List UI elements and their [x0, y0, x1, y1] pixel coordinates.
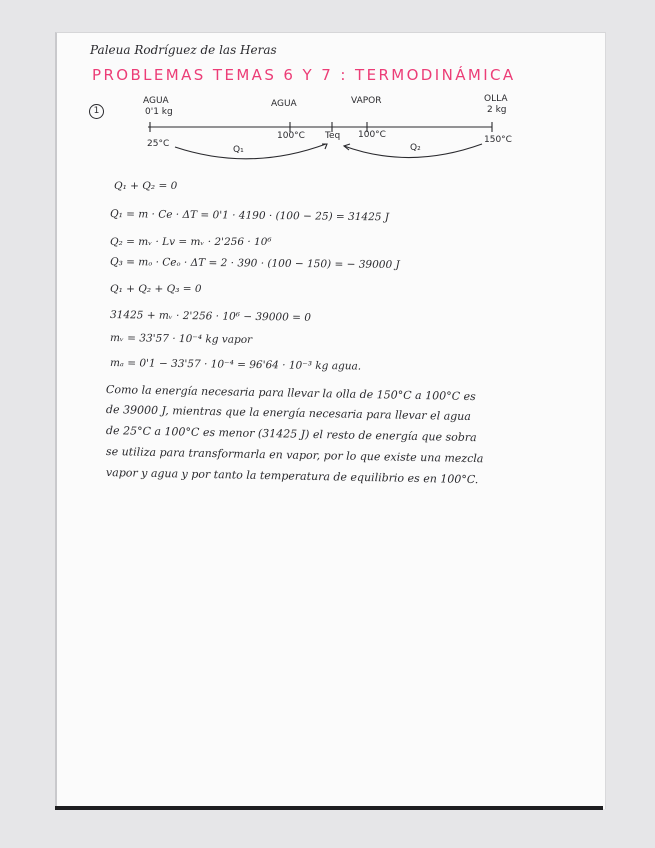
heat-arc-q1 [175, 144, 326, 159]
temp-boil-vapor: 100°C [358, 130, 386, 140]
temp-equilibrium: Teq [325, 131, 341, 141]
water-mass: 0'1 kg [145, 107, 173, 117]
conclusion-line-5: vapor y agua y por tanto la temperatura de equilibrio es en 100°C. [105, 466, 479, 487]
heat-label-q2: Q₂ [410, 143, 421, 153]
temp-end: 150°C [484, 135, 512, 145]
equation-1: Q₁ + Q₂ = 0 [114, 180, 178, 192]
liquid-water-label: AGUA [271, 99, 297, 109]
conclusion-line-2: de 39000 J, mientras que la energía necesaria para llevar el agua [105, 403, 472, 424]
equation-5: Q₁ + Q₂ + Q₃ = 0 [110, 283, 202, 295]
conclusion-line-1: Como la energía necesaria para llevar la olla de 150°C a 100°C es [105, 383, 476, 404]
equation-7: mᵥ = 33'57 · 10⁻⁴ kg vapor [109, 332, 253, 346]
equation-2: Q₁ = m · Ce · ΔT = 0'1 · 4190 · (100 − 25) = 31425 J [109, 208, 390, 224]
water-label: AGUA [143, 96, 169, 106]
temp-boil-liquid: 100°C [277, 131, 305, 141]
equation-4: Q₃ = mₒ · Ceₒ · ΔT = 2 · 390 · (100 − 150) = − 39000 J [109, 256, 400, 272]
equation-8: mₐ = 0'1 − 33'57 · 10⁻⁴ = 96'64 · 10⁻³ kg agua. [109, 357, 362, 373]
pot-label: OLLA [484, 94, 508, 104]
pot-mass: 2 kg [487, 105, 507, 115]
equation-6: 31425 + mᵥ · 2'256 · 10⁶ − 39000 = 0 [109, 309, 312, 324]
equation-3: Q₂ = mᵥ · Lv = mᵥ · 2'256 · 10⁶ [110, 236, 272, 248]
heat-label-q1: Q₁ [233, 145, 244, 155]
temp-start: 25°C [147, 139, 170, 149]
conclusion-line-3: de 25°C a 100°C es menor (31425 J) el resto de energía que sobra [105, 424, 477, 445]
problem-number: 1 [89, 104, 104, 119]
vapor-label: VAPOR [351, 96, 382, 106]
author-name: Paleua Rodríguez de las Heras [90, 43, 277, 57]
conclusion-line-4: se utiliza para transformarla en vapor, por lo que existe una mezcla [105, 445, 484, 466]
page-title: PROBLEMAS TEMAS 6 Y 7 : TERMODINÁMICA [92, 66, 516, 84]
